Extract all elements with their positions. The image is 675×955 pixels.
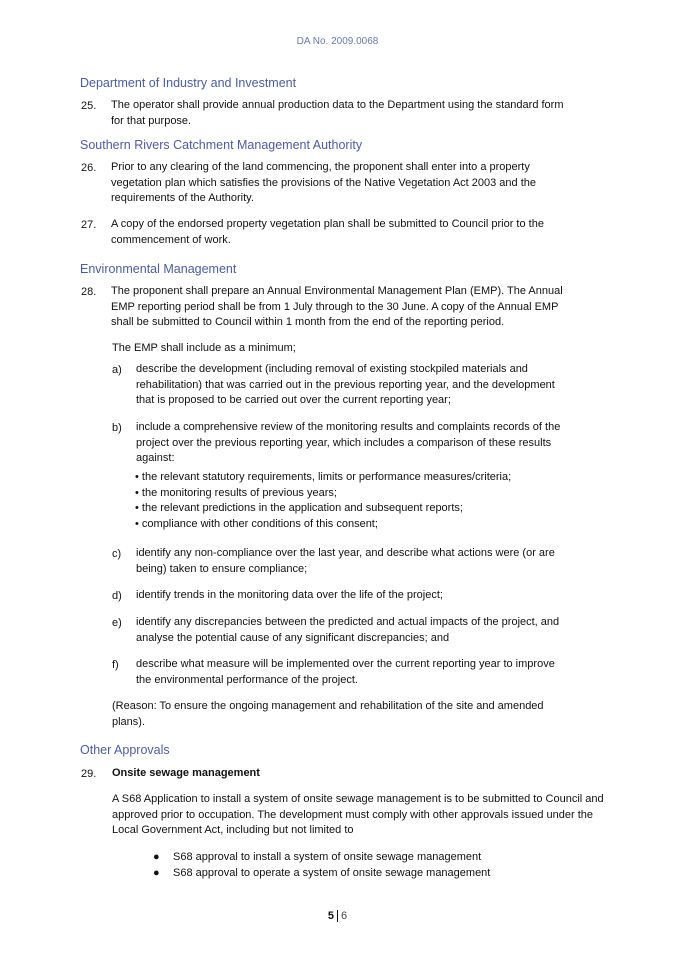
text-line: plans). (112, 715, 146, 728)
emp-intro: The EMP shall include as a minimum; (112, 342, 296, 354)
list-item: • the relevant predictions in the application and subsequent reports; (135, 502, 463, 514)
bullet-icon: ● (153, 867, 160, 879)
sewage-approval-operate: S68 approval to operate a system of onsite sewage management (173, 867, 491, 879)
da-number-header: DA No. 2009.0068 (296, 36, 379, 47)
text-line: rehabilitation) that was carried out in the previous reporting year, and the development (136, 378, 555, 391)
condition-29-text (112, 792, 604, 839)
list-item: • the monitoring results of previous years; (135, 486, 337, 499)
bullet-icon: ● (153, 851, 160, 863)
text-line: Prior to any clearing of the land commencing, the proponent shall enter into a property (111, 161, 530, 173)
sewage-approval-install: S68 approval to install a system of onsite sewage management (173, 851, 482, 863)
item-label-c: c) (112, 548, 122, 560)
condition-25-text (111, 98, 564, 129)
text-line: identify any discrepancies between the predicted and actual impacts of the project, and (136, 616, 560, 628)
text-line: analyse the potential cause of any significant discrepancies; and (136, 631, 450, 644)
text-line: identify trends in the monitoring data over the life of the project; (136, 589, 443, 601)
text-line: against: (136, 452, 175, 464)
text-line: describe what measure will be implemented over the current reporting year to improve (136, 658, 555, 670)
section-heading-other: Other Approvals (80, 743, 170, 757)
list-item: • compliance with other conditions of this consent; (135, 517, 378, 530)
text-line: identify any non-compliance over the last year, and describe what actions were (or are (136, 547, 555, 559)
item-label-f: f) (112, 659, 119, 671)
item-label-b: b) (112, 422, 122, 434)
item-c-text (136, 546, 555, 577)
text-line: The operator shall provide annual production data to the Department using the standard form (111, 99, 564, 111)
section-heading-catchment: Southern Rivers Catchment Management Authority (80, 138, 363, 152)
page-number: 5 (327, 910, 334, 922)
text-line: A S68 Application to install a system of onsite sewage management is to be submitted to Council and (112, 793, 604, 805)
condition-number-25: 25. (81, 100, 97, 112)
condition-28-text (111, 284, 563, 331)
condition-26-text (111, 160, 536, 207)
page-total: 6 (341, 910, 348, 922)
text-line: the environmental performance of the project. (136, 673, 358, 686)
page-footer (0, 910, 675, 922)
condition-number-28: 28. (81, 286, 97, 298)
text-line: (Reason: To ensure the ongoing management and rehabilitation of the site and amended (112, 700, 544, 712)
item-a-text (136, 362, 555, 409)
text-line: that is proposed to be carried out over the current reporting year; (136, 394, 451, 406)
item-d-text (136, 588, 443, 604)
page-separator (337, 910, 338, 922)
reason-text (112, 699, 544, 730)
condition-27-text (111, 217, 544, 248)
condition-29-title: Onsite sewage management (112, 767, 260, 779)
item-b-criteria-list (135, 470, 511, 532)
text-line: project over the previous reporting year, which includes a comparison of these results (136, 436, 552, 449)
condition-number-27: 27. (81, 219, 97, 231)
text-line: vegetation plan which satisfies the provisions of the Native Vegetation Act 2003 and the (111, 176, 536, 189)
text-line: for that purpose. (111, 114, 192, 127)
text-line: approved prior to occupation. The development must comply with other approvals issued under the (112, 808, 594, 821)
text-line: Local Government Act, including but not limited to (112, 824, 354, 836)
condition-number-26: 26. (81, 162, 97, 174)
text-line: The proponent shall prepare an Annual Environmental Management Plan (EMP). The Annual (111, 285, 563, 297)
text-line: requirements of the Authority. (111, 192, 254, 204)
item-label-a: a) (112, 364, 122, 376)
item-label-d: d) (112, 590, 122, 602)
section-heading-industry: Department of Industry and Investment (80, 76, 297, 90)
text-line: commencement of work. (111, 233, 231, 246)
text-line: include a comprehensive review of the monitoring results and complaints records of the (136, 421, 561, 433)
text-line: describe the development (including removal of existing stockpiled materials and (136, 363, 528, 375)
item-b-text (136, 420, 560, 467)
item-e-text (136, 615, 559, 646)
list-item: • the relevant statutory requirements, limits or performance measures/criteria; (135, 471, 512, 483)
condition-number-29: 29. (81, 768, 97, 780)
text-line: shall be submitted to Council within 1 month from the end of the reporting period. (111, 316, 505, 328)
section-heading-environment: Environmental Management (80, 262, 237, 276)
text-line: EMP reporting period shall be from 1 July through to the 30 June. A copy of the Annual EMP (111, 300, 559, 313)
text-line: A copy of the endorsed property vegetation plan shall be submitted to Council prior to the (111, 218, 544, 230)
item-label-e: e) (112, 617, 122, 629)
item-f-text (136, 657, 555, 688)
text-line: being) taken to ensure compliance; (136, 562, 308, 575)
